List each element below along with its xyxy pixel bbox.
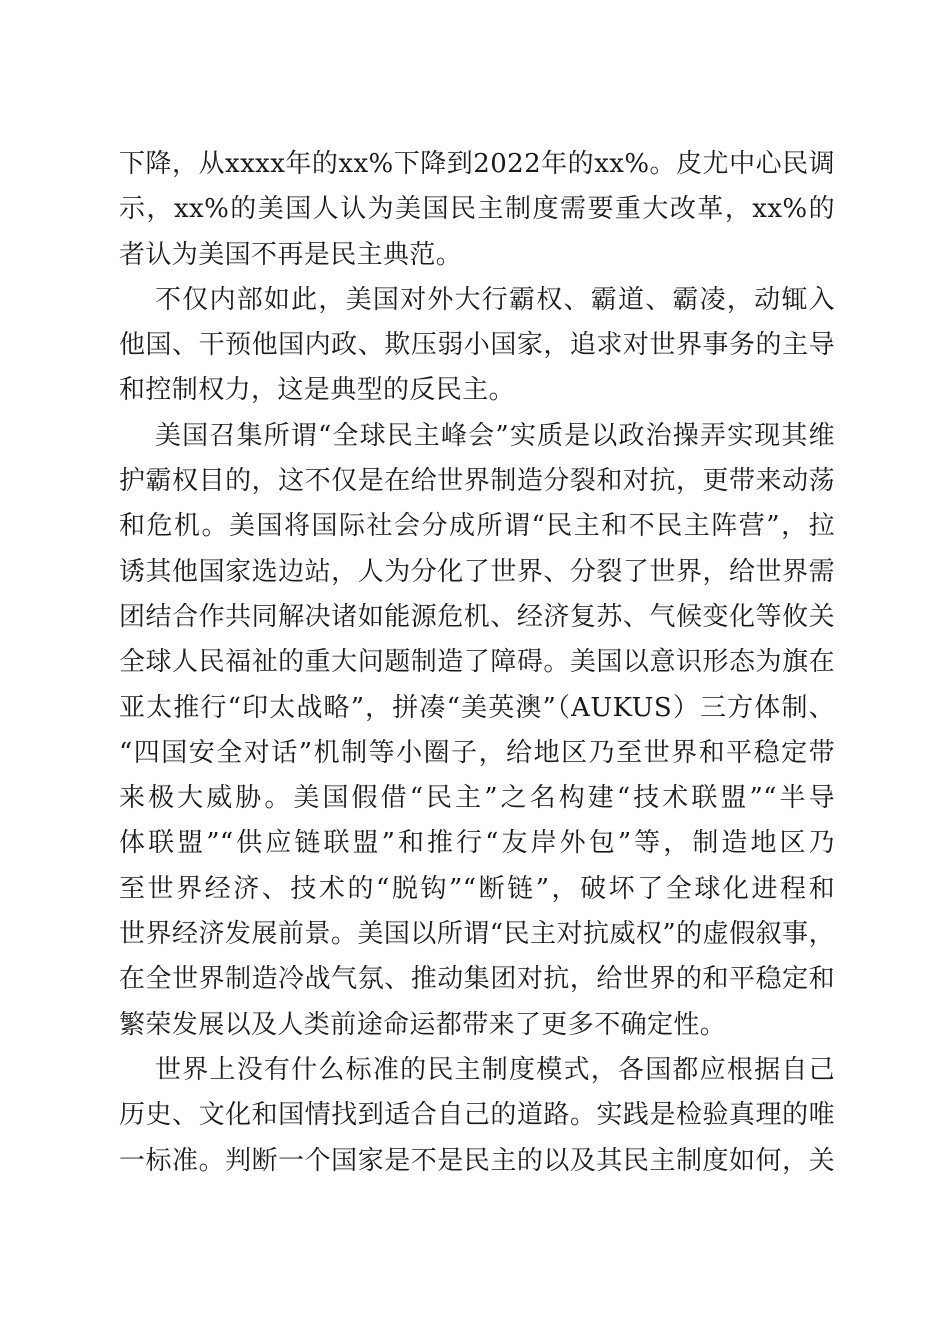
text-line: 全球人民福祉的重大问题制造了障碍。美国以意识形态为旗在 xyxy=(119,647,835,678)
text-line: 来极大威胁。美国假借“民主”之名构建“技术联盟”“半导 xyxy=(119,783,835,814)
text-line: 一标准。判断一个国家是不是民主的以及其民主制度如何，关 xyxy=(119,1145,835,1176)
text-line: 下降，从xxxx年的xx%下降到2022年的xx%。皮尤中心民调 xyxy=(119,149,835,179)
text-line: 在全世界制造冷战气氛、推动集团对抗，给世界的和平稳定和 xyxy=(119,964,835,995)
text-line: 护霸权目的，这不仅是在给世界制造分裂和对抗，更带来动荡 xyxy=(119,466,835,497)
paragraph-2 xyxy=(119,278,835,414)
paragraph-4 xyxy=(119,1048,835,1184)
text-line: 至世界经济、技术的“脱钩”“断链”，破坏了全球化进程和 xyxy=(119,873,835,904)
text-line: 亚太推行“印太战略”，拼凑“美英澳”（AUKUS）三方体制、 xyxy=(119,692,835,723)
text-line: 美国召集所谓“全球民主峰会”实质是以政治操弄实现其维 xyxy=(155,420,835,451)
text-line: 团结合作共同解决诸如能源危机、经济复苏、气候变化等攸关 xyxy=(119,601,835,632)
text-line: 者认为美国不再是民主典范。 xyxy=(119,239,463,270)
text-line: 历史、文化和国情找到适合自己的道路。实践是检验真理的唯 xyxy=(119,1100,835,1131)
text-line: 体联盟”“供应链联盟”和推行“友岸外包”等，制造地区乃 xyxy=(119,828,835,859)
text-line: 诱其他国家选边站，人为分化了世界、分裂了世界，给世界需 xyxy=(119,556,835,587)
text-line: 和控制权力，这是典型的反民主。 xyxy=(119,375,516,406)
text-line: “四国安全对话”机制等小圈子，给地区乃至世界和平稳定带 xyxy=(119,737,835,768)
body-text xyxy=(119,142,835,1184)
text-line: 和危机。美国将国际社会分成所谓“民主和不民主阵营”，拉 xyxy=(119,511,835,542)
text-line: 他国、干预他国内政、欺压弱小国家，追求对世界事务的主导 xyxy=(119,330,835,361)
text-line: 世界上没有什么标准的民主制度模式，各国都应根据自己 xyxy=(155,1054,835,1085)
paragraph-3 xyxy=(119,414,835,1048)
text-line: 不仅内部如此，美国对外大行霸权、霸道、霸凌，动辄入 xyxy=(155,284,835,315)
text-line: 世界经济发展前景。美国以所谓“民主对抗威权”的虚假叙事， xyxy=(119,919,835,950)
text-line: 繁荣发展以及人类前途命运都带来了更多不确定性。 xyxy=(119,1009,727,1040)
text-line: 示，xx%的美国人认为美国民主制度需要重大改革，xx%的 xyxy=(119,194,835,225)
paragraph-1 xyxy=(119,142,835,278)
